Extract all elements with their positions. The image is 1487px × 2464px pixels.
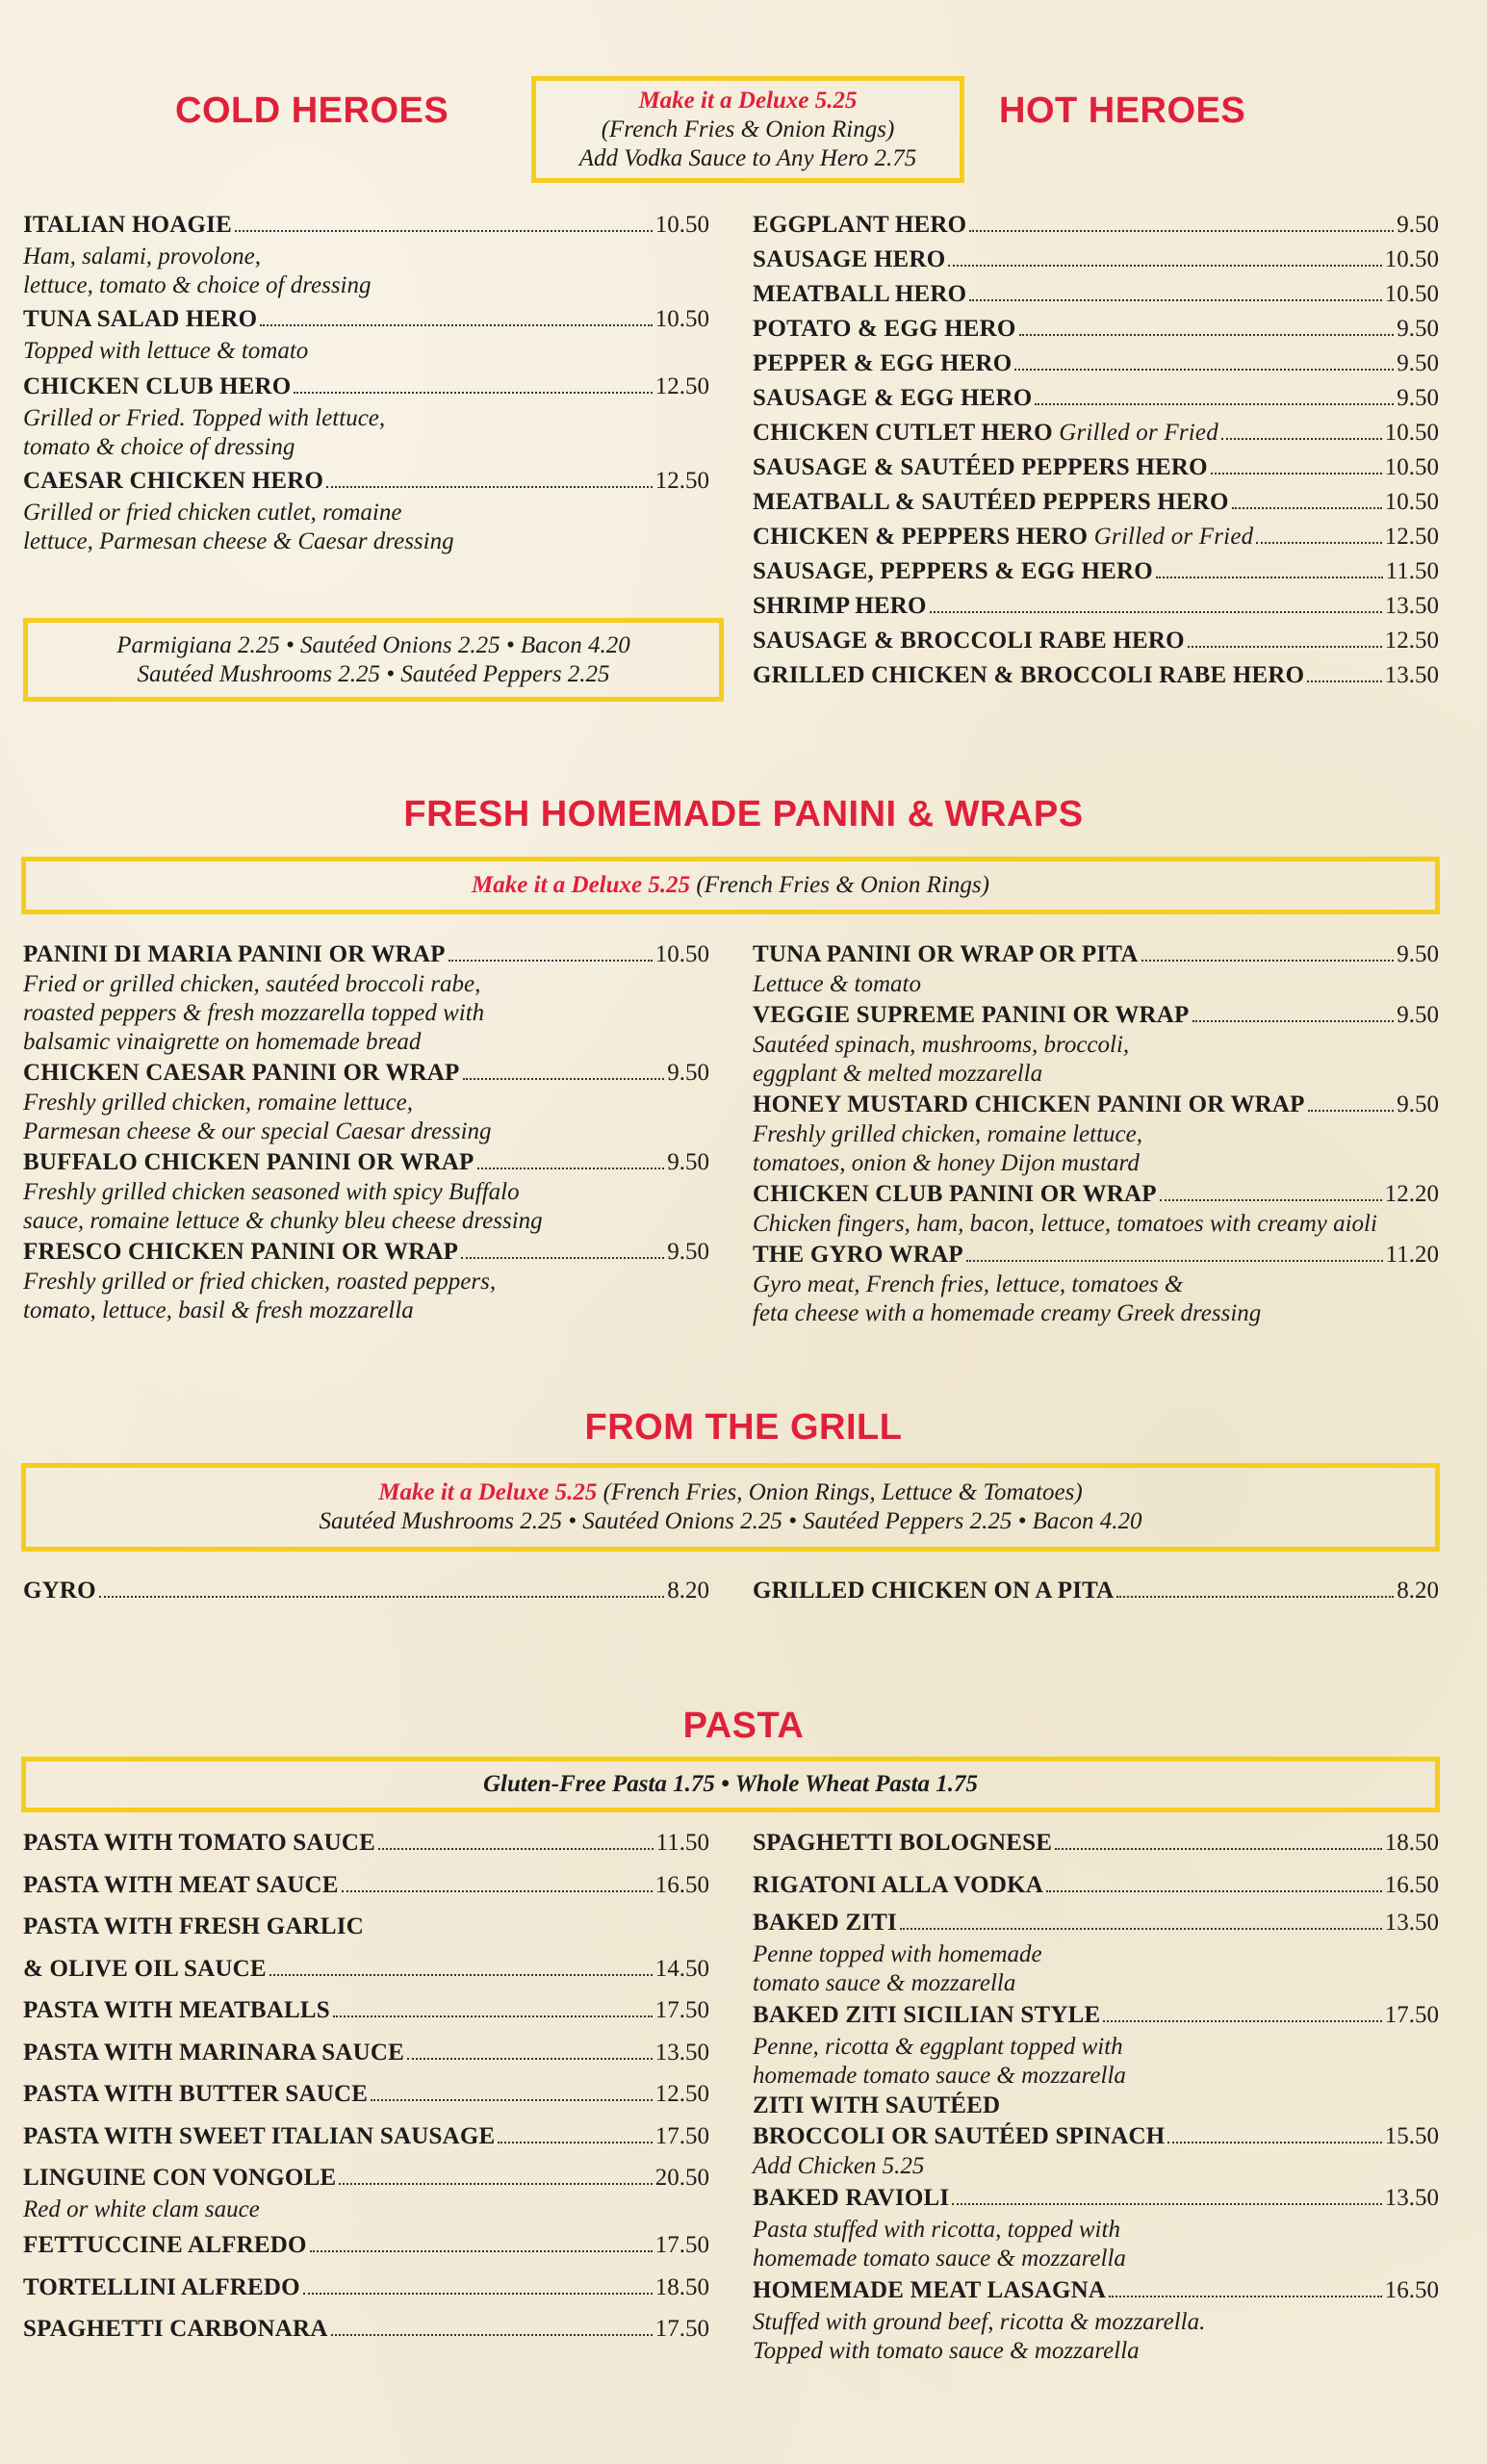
item-description: Pasta stuffed with ricotta, topped with (753, 2217, 1120, 2243)
menu-item (753, 520, 1439, 554)
menu-item (753, 658, 1439, 693)
item-name: SAUSAGE, PEPPERS & EGG HERO (753, 558, 1153, 584)
item-description: Freshly grilled chicken, romaine lettuce, (753, 1121, 1142, 1147)
item-description: homemade tomato sauce & mozzarella (753, 2063, 1126, 2089)
item-name: PEPPER & EGG HERO (753, 350, 1013, 376)
item-name: RIGATONI ALLA VODKA (753, 1871, 1043, 1898)
item-name: CHICKEN & PEPPERS HERO Grilled or Fried (753, 524, 1254, 550)
item-name: SPAGHETTI CARBONARA (23, 2316, 328, 2342)
menu-item (23, 302, 709, 337)
menu-item (753, 1574, 1439, 1608)
item-description: eggplant & melted mozzarella (753, 1061, 1043, 1087)
menu-item (753, 485, 1439, 520)
cold-heroes-heading: COLD HEROES (175, 90, 449, 131)
item-description: tomato, lettuce, basil & fresh mozzarella (23, 1297, 414, 1323)
item-price: 11.50 (1385, 558, 1439, 584)
menu-item (23, 1057, 709, 1089)
grill-deluxe-price: Make it a Deluxe 5.25 (378, 1479, 598, 1505)
item-price: 16.50 (1384, 2277, 1439, 2303)
item-name: TUNA PANINI OR WRAP OR PITA (753, 941, 1139, 967)
item-price: 12.50 (1384, 628, 1439, 654)
item-price: 13.50 (654, 2039, 709, 2066)
grill-deluxe-includes: (French Fries, Onion Rings, Lettuce & Tomatoes) (602, 1479, 1083, 1505)
item-name: PASTA WITH MEATBALLS (23, 1997, 330, 2023)
item-name: BROCCOLI OR SAUTÉED SPINACH (753, 2123, 1166, 2149)
item-description: homemade tomato sauce & mozzarella (753, 2246, 1126, 2272)
panini-heading: FRESH HOMEMADE PANINI & WRAPS (403, 794, 1084, 834)
item-name: EGGPLANT HERO (753, 212, 967, 238)
item-description: Penne, ricotta & eggplant topped with (753, 2034, 1123, 2060)
item-price: 9.50 (1397, 1002, 1439, 1028)
pasta-options: Gluten-Free Pasta 1.75 • Whole Wheat Pasta 1.75 (482, 1771, 979, 1797)
item-description: Freshly grilled chicken seasoned with spicy Buffalo (23, 1179, 520, 1205)
item-price: 9.50 (1397, 316, 1439, 342)
item-price: 9.50 (1397, 385, 1439, 411)
item-price: 11.50 (655, 1830, 709, 1856)
menu-item (753, 624, 1439, 658)
item-description: lettuce, tomato & choice of dressing (23, 272, 372, 298)
pasta-right-list (753, 1822, 1439, 2366)
item-price: 18.50 (654, 2273, 709, 2300)
item-price: 10.50 (1384, 281, 1439, 307)
item-description: Grilled or fried chicken cutlet, romaine (23, 500, 402, 526)
grill-right-list (753, 1574, 1439, 1608)
item-price: 14.50 (654, 1955, 709, 1982)
item-price: 10.50 (654, 306, 709, 332)
item-price: 9.50 (1397, 1091, 1439, 1117)
item-name: ITALIAN HOAGIE (23, 212, 232, 238)
item-name: PASTA WITH FRESH GARLIC (23, 1913, 364, 1939)
menu-item (23, 1864, 709, 1907)
item-name: POTATO & EGG HERO (753, 316, 1016, 342)
item-name: SAUSAGE HERO (753, 246, 946, 272)
item-description: Add Chicken 5.25 (753, 2153, 925, 2179)
item-name: GRILLED CHICKEN & BROCCOLI RABE HERO (753, 662, 1305, 688)
grill-deluxe-box (21, 1463, 1440, 1552)
deluxe-includes: (French Fries & Onion Rings) (601, 116, 895, 142)
pasta-options-box (21, 1757, 1440, 1812)
item-name: BAKED ZITI SICILIAN STYLE (753, 2002, 1101, 2028)
item-price: 17.50 (654, 2232, 709, 2258)
grill-left-list (23, 1574, 709, 1608)
item-price: 10.50 (1384, 420, 1439, 446)
item-price: 10.50 (1384, 246, 1439, 272)
panini-deluxe-includes: (French Fries & Onion Rings) (696, 872, 989, 898)
item-description: Stuffed with ground beef, ricotta & mozzarella. (753, 2309, 1206, 2335)
item-description: feta cheese with a homemade creamy Greek dressing (753, 1300, 1262, 1326)
item-price: 9.50 (1397, 941, 1439, 967)
item-price: 9.50 (667, 1149, 709, 1175)
item-description: Red or white clam sauce (23, 2196, 260, 2222)
item-name: GRILLED CHICKEN ON A PITA (753, 1578, 1115, 1604)
addons-line: Sautéed Mushrooms 2.25 • Sautéed Peppers 2.25 (137, 660, 610, 687)
item-description: Chicken fingers, ham, bacon, lettuce, tomatoes with creamy aioli (753, 1211, 1377, 1237)
menu-item (23, 1574, 709, 1608)
menu-item (753, 554, 1439, 589)
deluxe-box (531, 76, 964, 183)
item-name: FRESCO CHICKEN PANINI OR WRAP (23, 1239, 459, 1265)
item-description: roasted peppers & fresh mozzarella topped with (23, 1000, 485, 1026)
item-name: PASTA WITH TOMATO SAUCE (23, 1830, 376, 1856)
item-price: 12.50 (654, 373, 709, 399)
item-name: MEATBALL HERO (753, 281, 967, 307)
item-name: BAKED ZITI (753, 1910, 897, 1936)
item-price: 12.20 (1384, 1181, 1439, 1207)
menu-item (23, 1906, 709, 1948)
menu-item (753, 416, 1439, 450)
item-description: Lettuce & tomato (753, 971, 921, 997)
item-description: Grilled or Fried. Topped with lettuce, (23, 405, 386, 431)
menu-item (23, 2161, 709, 2195)
item-price: 9.50 (1397, 350, 1439, 376)
menu-item (23, 2116, 709, 2158)
menu-item (753, 1998, 1439, 2033)
item-name: LINGUINE CON VONGOLE (23, 2165, 337, 2191)
item-name: SAUSAGE & EGG HERO (753, 385, 1033, 411)
menu-item (753, 1906, 1439, 1940)
cold-heroes-addons-box (23, 618, 724, 702)
item-description: Gyro meat, French fries, lettuce, tomatoes & (753, 1271, 1184, 1297)
item-note: Grilled or Fried (1093, 524, 1254, 550)
item-price: 12.50 (654, 468, 709, 494)
item-name: PASTA WITH BUTTER SAUCE (23, 2081, 369, 2107)
menu-item (753, 1178, 1439, 1210)
panini-deluxe-box (21, 857, 1440, 914)
item-price: 16.50 (654, 1871, 709, 1898)
item-price: 15.50 (1384, 2123, 1439, 2149)
panini-left-list (23, 938, 709, 1325)
item-price: 8.20 (667, 1578, 709, 1604)
menu-item (753, 2121, 1439, 2152)
item-description: Ham, salami, provolone, (23, 244, 261, 270)
menu-item (23, 1146, 709, 1178)
deluxe-price: Make it a Deluxe 5.25 (638, 87, 858, 114)
menu-item (753, 312, 1439, 346)
item-name: CHICKEN CUTLET HERO Grilled or Fried (753, 420, 1218, 446)
menu-item (23, 1948, 709, 1990)
menu-item (23, 1822, 709, 1864)
menu-item (23, 1989, 709, 2032)
grill-addons: Sautéed Mushrooms 2.25 • Sautéed Onions 2.25 • Sautéed Peppers 2.25 • Bacon 4.20 (319, 1508, 1142, 1534)
menu-item (753, 999, 1439, 1031)
item-name: TORTELLINI ALFREDO (23, 2273, 300, 2300)
menu-item (753, 1089, 1439, 1120)
cold-heroes-list (23, 208, 709, 556)
item-price: 10.50 (654, 212, 709, 238)
menu-item (23, 2267, 709, 2309)
panini-right-list (753, 938, 1439, 1328)
menu-item (753, 2091, 1439, 2121)
item-name: SAUSAGE & BROCCOLI RABE HERO (753, 628, 1185, 654)
menu-item (753, 2273, 1439, 2308)
item-name: BUFFALO CHICKEN PANINI OR WRAP (23, 1149, 474, 1175)
item-description: Fried or grilled chicken, sautéed broccoli rabe, (23, 971, 481, 997)
item-name: CAESAR CHICKEN HERO (23, 468, 324, 494)
item-name: GYRO (23, 1578, 96, 1604)
item-description: Sautéed spinach, mushrooms, broccoli, (753, 1032, 1130, 1058)
menu-item (23, 2073, 709, 2116)
item-name: CHICKEN CLUB PANINI OR WRAP (753, 1181, 1157, 1207)
menu-item (753, 938, 1439, 970)
item-price: 8.20 (1397, 1578, 1439, 1604)
menu-item (23, 2308, 709, 2350)
menu-item (23, 370, 709, 404)
item-name: HONEY MUSTARD CHICKEN PANINI OR WRAP (753, 1091, 1305, 1117)
item-price: 11.20 (1385, 1242, 1439, 1268)
item-description: Freshly grilled or fried chicken, roasted peppers, (23, 1269, 497, 1295)
item-description: lettuce, Parmesan cheese & Caesar dressing (23, 528, 454, 554)
item-description: Topped with tomato sauce & mozzarella (753, 2338, 1140, 2364)
hot-heroes-heading: HOT HEROES (999, 90, 1246, 131)
menu-item (753, 208, 1439, 243)
menu-item (753, 381, 1439, 416)
item-name: SHRIMP HERO (753, 593, 927, 619)
item-price: 10.50 (1384, 489, 1439, 515)
item-price: 18.50 (1384, 1830, 1439, 1856)
menu-item (753, 1822, 1439, 1864)
item-description: tomato sauce & mozzarella (753, 1970, 1016, 1996)
menu-item (753, 2181, 1439, 2216)
menu-item (753, 589, 1439, 624)
item-price: 13.50 (1384, 593, 1439, 619)
item-name: TUNA SALAD HERO (23, 306, 258, 332)
item-name: SAUSAGE & SAUTÉED PEPPERS HERO (753, 454, 1208, 480)
item-price: 9.50 (1397, 212, 1439, 238)
addons-line: Parmigiana 2.25 • Sautéed Onions 2.25 • Bacon 4.20 (116, 631, 630, 658)
menu-item (753, 277, 1439, 312)
item-name: PANINI DI MARIA PANINI OR WRAP (23, 941, 446, 967)
item-price: 12.50 (654, 2081, 709, 2107)
item-name: & OLIVE OIL SAUCE (23, 1955, 267, 1982)
item-price: 16.50 (1384, 1871, 1439, 1898)
item-price: 17.50 (654, 2122, 709, 2149)
item-price: 13.50 (1384, 1910, 1439, 1936)
menu-item (23, 2032, 709, 2074)
item-price: 9.50 (667, 1060, 709, 1086)
hot-heroes-list (753, 208, 1439, 693)
item-name: FETTUCCINE ALFREDO (23, 2232, 307, 2258)
item-name: CHICKEN CLUB HERO (23, 373, 292, 399)
vodka-sauce-addon: Add Vodka Sauce to Any Hero 2.75 (578, 144, 917, 171)
item-description: Topped with lettuce & tomato (23, 338, 309, 364)
item-name: PASTA WITH SWEET ITALIAN SAUSAGE (23, 2122, 496, 2149)
menu-item (23, 1236, 709, 1268)
item-description: tomato & choice of dressing (23, 434, 295, 460)
menu-item (753, 346, 1439, 381)
item-name: PASTA WITH MARINARA SAUCE (23, 2039, 405, 2066)
item-name: MEATBALL & SAUTÉED PEPPERS HERO (753, 489, 1229, 515)
pasta-heading: PASTA (682, 1706, 805, 1746)
item-price: 20.50 (654, 2165, 709, 2191)
menu-item (23, 464, 709, 499)
item-name: PASTA WITH MEAT SAUCE (23, 1871, 339, 1898)
item-description: sauce, romaine lettuce & chunky bleu cheese dressing (23, 1208, 543, 1234)
item-name: VEGGIE SUPREME PANINI OR WRAP (753, 1002, 1190, 1028)
menu-item (753, 450, 1439, 485)
item-name: ZITI WITH SAUTÉED (753, 2092, 1001, 2118)
menu-item (753, 243, 1439, 277)
item-note: Grilled or Fried (1059, 420, 1218, 446)
item-price: 17.50 (654, 1997, 709, 2023)
item-price: 13.50 (1384, 2185, 1439, 2211)
item-description: balsamic vinaigrette on homemade bread (23, 1029, 422, 1055)
item-name: SPAGHETTI BOLOGNESE (753, 1830, 1053, 1856)
panini-deluxe-price: Make it a Deluxe 5.25 (472, 872, 691, 898)
grill-heading: FROM THE GRILL (584, 1407, 903, 1448)
item-name: BAKED RAVIOLI (753, 2185, 950, 2211)
item-description: Parmesan cheese & our special Caesar dressing (23, 1118, 492, 1144)
item-price: 12.50 (1384, 524, 1439, 550)
item-description: tomatoes, onion & honey Dijon mustard (753, 1150, 1140, 1176)
item-price: 17.50 (1384, 2002, 1439, 2028)
menu-item (23, 938, 709, 970)
item-description: Freshly grilled chicken, romaine lettuce, (23, 1090, 413, 1116)
item-name: CHICKEN CAESAR PANINI OR WRAP (23, 1060, 460, 1086)
item-price: 17.50 (654, 2316, 709, 2342)
item-price: 13.50 (1384, 662, 1439, 688)
item-price: 10.50 (654, 941, 709, 967)
menu-item (23, 208, 709, 243)
item-price: 9.50 (667, 1239, 709, 1265)
item-name: HOMEMADE MEAT LASAGNA (753, 2277, 1107, 2303)
menu-item (23, 2224, 709, 2267)
menu-item (753, 1239, 1439, 1270)
pasta-left-list (23, 1822, 709, 2350)
item-description: Penne topped with homemade (753, 1941, 1042, 1967)
item-name: THE GYRO WRAP (753, 1242, 963, 1268)
item-price: 10.50 (1384, 454, 1439, 480)
menu-item (753, 1864, 1439, 1907)
